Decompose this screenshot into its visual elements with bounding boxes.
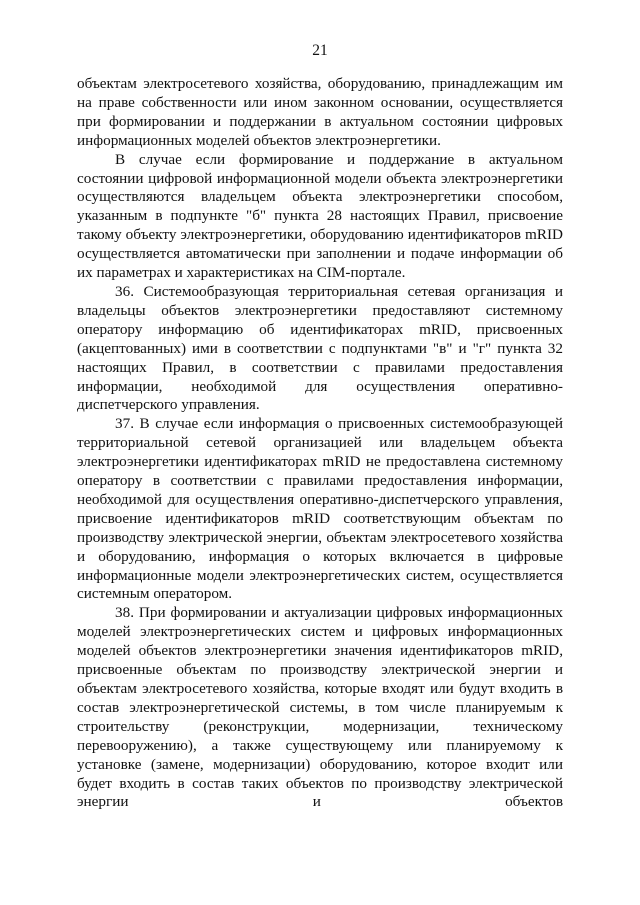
page-number: 21 bbox=[312, 42, 328, 59]
paragraph-continuation: объектам электросетевого хозяйства, оборудованию, принадлежащим им на праве собственности или ином законном основании, осуществляется при формировании и поддержании в актуальном состоянии цифровых информационных моделей объектов электроэнергетики. bbox=[77, 75, 563, 149]
document-body bbox=[77, 75, 563, 812]
paragraph-clause-38: 38. При формировании и актуализации цифровых информационных моделей электроэнергетических систем и цифровых информационных моделей объектов электроэнергетики значения идентификаторов mRID, присвоенные объектам по производству электрической энергии и объектам электросетевого хозяйства, которые входят или будут входить в состав электроэнергетической системы, в том числе планируемым к строительству (реконструкции, модернизации, техническому перевооружению), а также существующему или планируемому к установке (замене, модернизации) оборудованию, которое входит или будет входить в состав таких объектов по производству электрической энергии и объектов bbox=[77, 604, 563, 811]
paragraph-cim-portal: В случае если формирование и поддержание в актуальном состоянии цифровой информационной модели объекта электроэнергетики осуществляются владельцем объекта электроэнергетики способом, указанным в подпункте "б" пункта 28 настоящих Правил, присвоение такому объекту электроэнергетики, оборудованию идентификаторов mRID осуществляется автоматически при заполнении и подаче информации об их параметрах и характеристиках на CIM-портале. bbox=[77, 150, 563, 282]
paragraph-clause-36: 36. Системообразующая территориальная сетевая организация и владельцы объектов электроэнергетики предоставляют системному оператору информацию об идентификаторах mRID, присвоенных (акцептованных) ими в соответствии с подпунктами "в" и "г" пункта 32 настоящих Правил, в соответствии с правилами предоставления информации, необходимой для осуществления оперативно-диспетчерского управления. bbox=[77, 282, 563, 414]
paragraph-clause-37: 37. В случае если информация о присвоенных системообразующей территориальной сетевой организацией или владельцем объекта электроэнергетики идентификаторах mRID не предоставлена системному оператору в соответствии с правилами предоставления информации, необходимой для осуществления оперативно-диспетчерского управления, присвоение идентификаторов mRID соответствующим объектам по производству электрической энергии, объектам электросетевого хозяйства и оборудованию, информация о которых включается в цифровые информационные модели электроэнергетических систем, осуществляется системным оператором. bbox=[77, 415, 563, 603]
